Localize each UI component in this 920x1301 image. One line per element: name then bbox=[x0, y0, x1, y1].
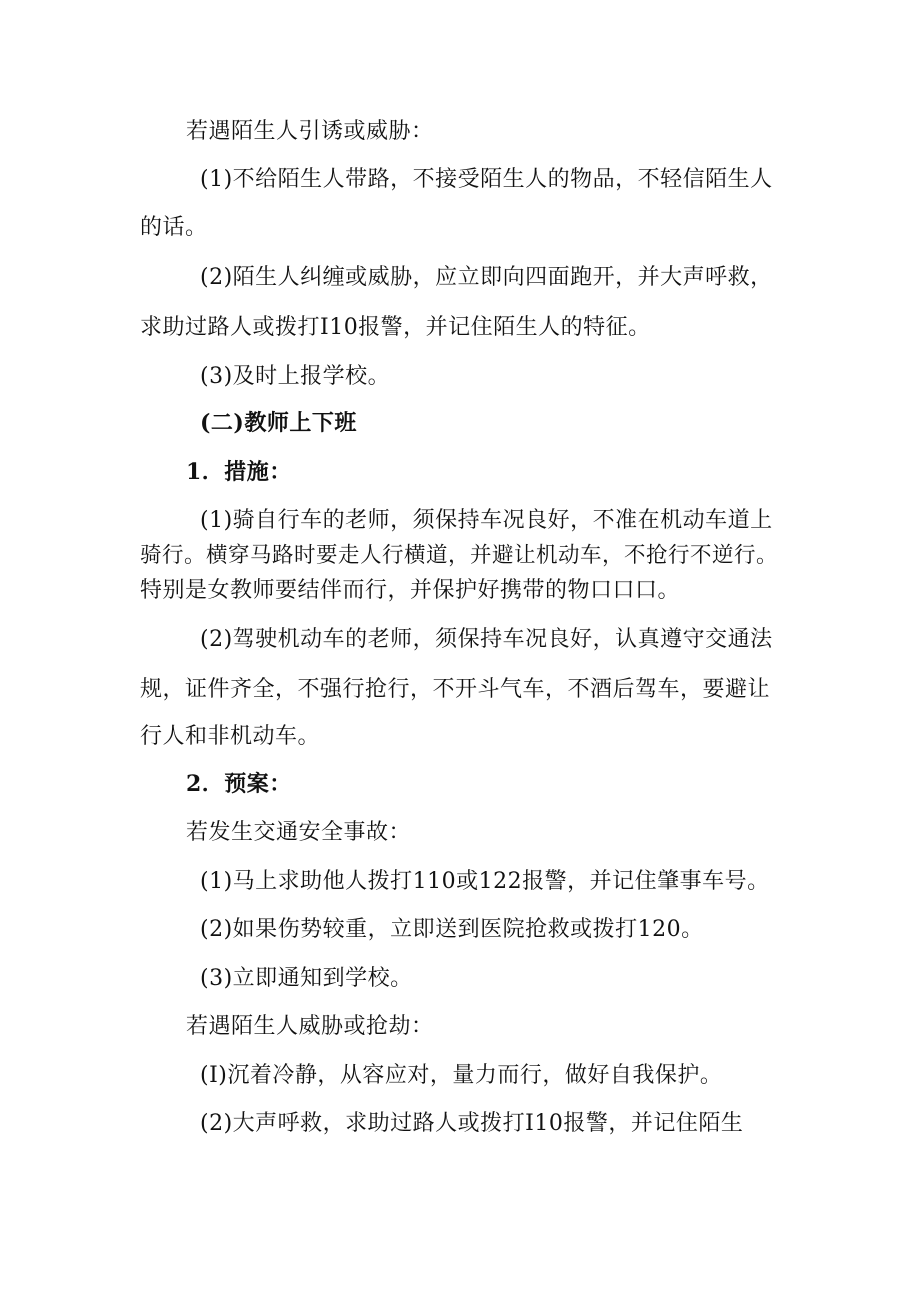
paragraph-line: (3)及时上报学校。 bbox=[200, 364, 391, 389]
paragraph-line: 若发生交通安全事故： bbox=[186, 820, 412, 845]
paragraph-line: 骑行。横穿马路时要走人行横道，并避让机动车，不抢行不逆行。 bbox=[140, 543, 779, 568]
paragraph-line: 行人和非机动车。 bbox=[140, 724, 321, 749]
paragraph-line: (2)大声呼救，求助过路人或拨打I10报警，并记住陌生 bbox=[200, 1111, 744, 1136]
paragraph-line: (1)骑自行车的老师，须保持车况良好，不准在机动车道上 bbox=[200, 508, 773, 533]
paragraph-line: (2)陌生人纠缠或威胁，应立即向四面跑开，并大声呼救， bbox=[200, 265, 773, 290]
subsection-heading: 1．措施： bbox=[186, 459, 292, 485]
paragraph-line: (2)如果伤势较重，立即送到医院抢救或拨打120。 bbox=[200, 917, 704, 942]
paragraph-line: 若遇陌生人引诱或威胁： bbox=[186, 119, 434, 144]
subsection-heading: 2．预案： bbox=[186, 771, 292, 797]
paragraph-line: (2)驾驶机动车的老师，须保持车况良好，认真遵守交通法 bbox=[200, 627, 773, 652]
paragraph-line: 若遇陌生人威胁或抢劫： bbox=[186, 1014, 434, 1039]
paragraph-line: (I)沉着冷静，从容应对，量力而行，做好自我保护。 bbox=[200, 1063, 723, 1088]
paragraph-line: 的话。 bbox=[140, 215, 208, 240]
paragraph-line: 特别是女教师要结伴而行，并保护好携带的物口口口。 bbox=[140, 578, 681, 603]
paragraph-line: (1)不给陌生人带路，不接受陌生人的物品，不轻信陌生人 bbox=[200, 167, 773, 192]
paragraph-line: 规，证件齐全，不强行抢行，不开斗气车，不酒后驾车，要避让 bbox=[140, 677, 771, 702]
paragraph-line: 求助过路人或拨打I10报警，并记住陌生人的特征。 bbox=[140, 315, 651, 340]
paragraph-line: (3)立即通知到学校。 bbox=[200, 966, 413, 991]
paragraph-line: (1)马上求助他人拨打110或122报警，并记住肇事车号。 bbox=[200, 869, 770, 894]
section-heading: (二)教师上下班 bbox=[200, 410, 357, 436]
